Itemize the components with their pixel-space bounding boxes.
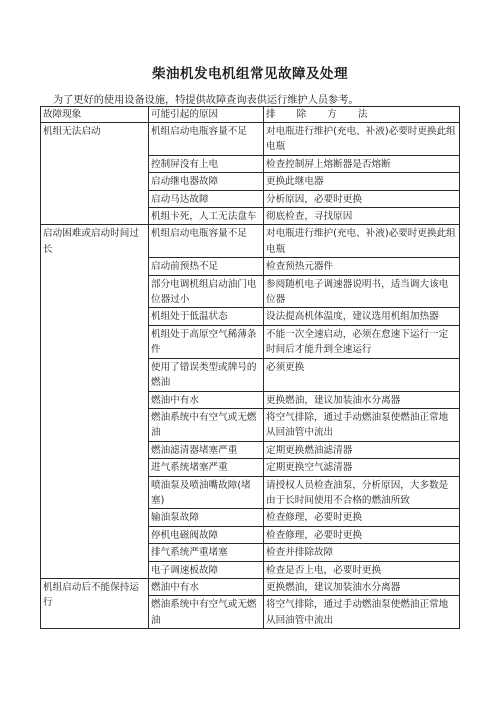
remedy-cell: 检查修理，必要时更换: [264, 526, 460, 543]
remedy-cell: 更换燃油，建议加装油水分离器: [264, 391, 460, 408]
remedy-cell: 不能一次全速启动，必须在怠速下运行一定时间后才能升到全速运行: [264, 325, 460, 358]
remedy-cell: 分析原因，必要时更换: [264, 190, 460, 207]
table-row: [41, 123, 460, 156]
cause-cell: 电子调速板故障: [149, 561, 264, 578]
cause-cell: 输油泵故障: [149, 509, 264, 526]
symptom-cell: 机组无法启动: [41, 123, 149, 225]
cause-cell: 使用了错误类型或牌号的燃油: [149, 358, 264, 391]
remedy-cell: 更换燃油，建议加装油水分离器: [264, 578, 460, 595]
cause-cell: 燃油系统中有空气或无燃油: [149, 596, 264, 629]
cause-cell: 机组卡死，人工无法盘车: [149, 208, 264, 225]
remedy-cell: 参阅随机电子调速器说明书，适当调大该电位器: [264, 275, 460, 308]
table-row: [41, 225, 460, 258]
cause-cell: 部分电调机组启动油门电位器过小: [149, 275, 264, 308]
cause-cell: 启动马达故障: [149, 190, 264, 207]
remedy-cell: 检查预热元器件: [264, 258, 460, 275]
remedy-cell: 定期更换燃油滤清器: [264, 441, 460, 458]
header-remedy: 排 除 方 法: [264, 107, 460, 123]
fault-table: [40, 106, 460, 629]
remedy-cell: 彻底检查，寻找原因: [264, 208, 460, 225]
cause-cell: 燃油系统中有空气或无燃油: [149, 408, 264, 441]
cause-cell: 进气系统堵塞严重: [149, 459, 264, 476]
remedy-cell: 设法提高机体温度，建议选用机组加热器: [264, 308, 460, 325]
intro-paragraph: 为了更好的使用设备设施，特提供故障查询表供运行维护人员参考。: [53, 95, 359, 106]
cause-cell: 喷油泵及喷油嘴故障(堵塞): [149, 476, 264, 509]
cause-cell: 机组启动电瓶容量不足: [149, 225, 264, 258]
remedy-cell: 检查控制屏上熔断器是否熔断: [264, 155, 460, 172]
header-cause: 可能引起的原因: [149, 107, 264, 123]
cause-cell: 机组处于低温状态: [149, 308, 264, 325]
cause-cell: 燃油中有水: [149, 578, 264, 595]
cause-cell: 机组启动电瓶容量不足: [149, 123, 264, 156]
cause-cell: 控制屏没有上电: [149, 155, 264, 172]
remedy-cell: 检查并排除故障: [264, 544, 460, 561]
document-title: 柴油机发电机组常见故障及处理: [152, 66, 348, 82]
cause-cell: 机组处于高原空气稀薄条件: [149, 325, 264, 358]
cause-cell: 燃油滤清器堵塞严重: [149, 441, 264, 458]
remedy-cell: 对电瓶进行维护(充电、补液)必要时更换此组电瓶: [264, 123, 460, 156]
header-symptom: 故障现象: [41, 107, 149, 123]
remedy-cell: 将空气排除，通过手动燃油泵使燃油正常地从回油管中流出: [264, 596, 460, 629]
remedy-cell: 对电瓶进行维护(充电、补液)必要时更换此组电瓶: [264, 225, 460, 258]
table-header-row: [41, 107, 460, 123]
symptom-cell: 启动困难或启动时间过长: [41, 225, 149, 579]
cause-cell: 停机电磁阀故障: [149, 526, 264, 543]
cause-cell: 排气系统严重堵塞: [149, 544, 264, 561]
symptom-cell: 机组启动后不能保持运行: [41, 578, 149, 628]
table-body: [41, 123, 460, 629]
remedy-cell: 将空气排除，通过手动燃油泵使燃油正常地从回油管中流出: [264, 408, 460, 441]
cause-cell: 启动前预热不足: [149, 258, 264, 275]
table-row: [41, 578, 460, 595]
remedy-cell: 请授权人员检查油泵，分析原因，大多数是由于长时间使用不合格的燃油所致: [264, 476, 460, 509]
remedy-cell: 定期更换空气滤清器: [264, 459, 460, 476]
cause-cell: 燃油中有水: [149, 391, 264, 408]
remedy-cell: 检查修理，必要时更换: [264, 509, 460, 526]
cause-cell: 启动继电器故障: [149, 173, 264, 190]
remedy-cell: 更换此继电器: [264, 173, 460, 190]
remedy-cell: 必须更换: [264, 358, 460, 391]
remedy-cell: 检查是否上电，必要时更换: [264, 561, 460, 578]
